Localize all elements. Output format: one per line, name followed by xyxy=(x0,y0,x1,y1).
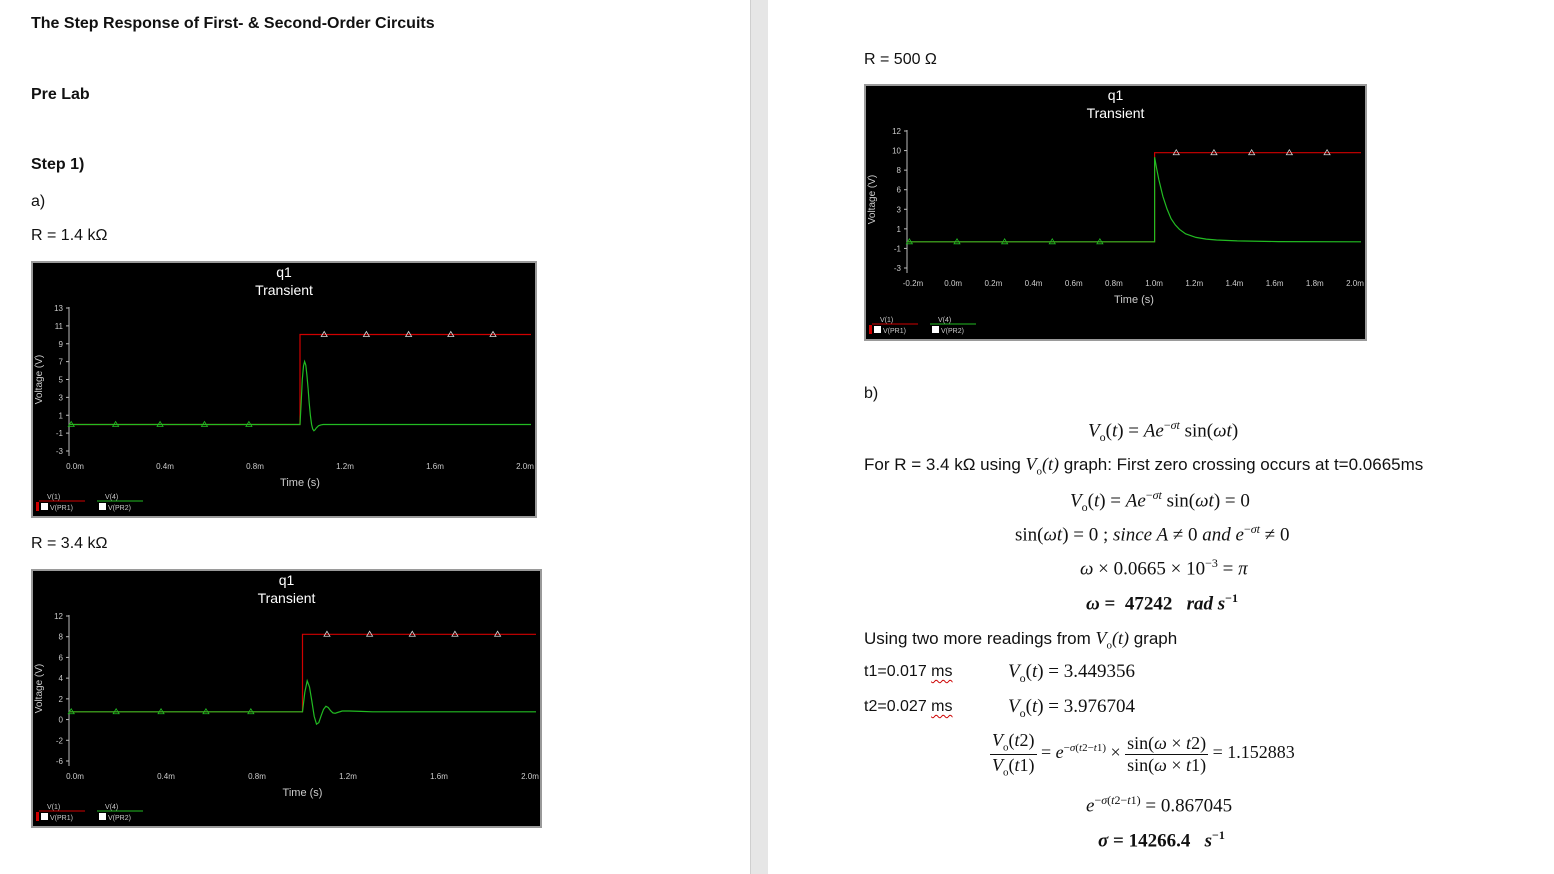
document-page-right xyxy=(768,0,1554,874)
legend-label-bottom: V(PR2) xyxy=(941,328,964,335)
legend-active-marker xyxy=(36,812,39,821)
y-tick-label: 4 xyxy=(58,674,63,684)
x-tick-label: 2.0m xyxy=(1346,279,1364,288)
legend-checkbox xyxy=(932,326,939,333)
x-axis-label: Time (s) xyxy=(280,477,320,489)
y-tick-label: -2 xyxy=(55,736,63,746)
x-tick-label: 1.0m xyxy=(1145,279,1163,288)
y-tick-label: 7 xyxy=(58,357,63,367)
legend-checkbox xyxy=(41,503,48,510)
y-tick-label: 5 xyxy=(58,375,63,385)
y-axis-label: Voltage (V) xyxy=(867,174,878,225)
series-line-v4 xyxy=(907,157,1361,242)
exponential-result: = 0.867045 xyxy=(1145,795,1233,817)
legend-label-bottom: V(PR1) xyxy=(50,815,73,822)
y-tick-label: 6 xyxy=(58,653,63,663)
x-tick-label: 0.6m xyxy=(1064,279,1083,288)
transient-chart-r3400 xyxy=(31,569,542,828)
x-tick-label: 0.2m xyxy=(984,279,1003,288)
t2-label: t2=0.027 ms xyxy=(864,698,953,715)
document-title: The Step Response of First- & Second-Order Circuits xyxy=(31,15,435,32)
x-tick-label: 0.0m xyxy=(66,462,84,471)
equation-sigma-result: σ = 14266.4 $s^{-1}$ xyxy=(1098,828,1225,852)
y-tick-label: -6 xyxy=(55,757,63,766)
legend-label-top: V(1) xyxy=(47,494,61,501)
legend-label-top: V(4) xyxy=(938,317,952,324)
x-tick-label: 0.8m xyxy=(248,772,266,781)
x-tick-label: -0.2m xyxy=(902,279,924,288)
y-tick-label: 12 xyxy=(54,612,63,621)
x-axis-label: Time (s) xyxy=(282,787,323,799)
y-tick-label: -3 xyxy=(55,447,63,456)
readings-statement: Using two more readings from $V_o(t)$ graph xyxy=(864,628,1178,652)
x-tick-label: 2.0m xyxy=(516,462,534,471)
y-tick-label: 8 xyxy=(896,166,901,176)
y-tick-label: 3 xyxy=(58,393,63,403)
y-tick-label: 8 xyxy=(58,632,63,642)
document-page-left xyxy=(0,0,750,874)
y-tick-label: 13 xyxy=(54,304,63,313)
y-tick-label: 12 xyxy=(892,127,901,136)
y-tick-label: 9 xyxy=(58,339,63,349)
ratio-result: = 1.152883 xyxy=(1212,742,1295,763)
legend-label-bottom: V(PR1) xyxy=(50,505,73,512)
x-tick-label: 0.4m xyxy=(156,462,174,471)
page-gutter xyxy=(750,0,770,874)
step-heading: Step 1) xyxy=(31,156,85,173)
y-tick-label: -1 xyxy=(55,429,63,439)
legend-label-bottom: V(PR2) xyxy=(108,505,131,512)
equation-exponential: $e^{-\sigma(t2-t1)} = 0.867045$ xyxy=(1086,793,1233,817)
legend-checkbox xyxy=(99,503,106,510)
transient-chart-r500 xyxy=(864,84,1367,341)
chart-subtitle: Transient xyxy=(1086,105,1145,121)
y-tick-label: -3 xyxy=(893,264,901,273)
legend-active-marker xyxy=(869,325,872,334)
legend-label-top: V(4) xyxy=(105,804,119,811)
chart-title: q1 xyxy=(276,264,292,280)
series-line-v1 xyxy=(907,153,1361,242)
t1-label: t1=0.017 ms xyxy=(864,663,953,680)
legend-checkbox xyxy=(874,326,881,333)
transient-chart-r1400 xyxy=(31,261,537,518)
equation-sine-zero: sin(ωt) = 0 ; since A ≠ 0 and $e^{-\sigma t} \ne 0$ xyxy=(1015,522,1290,546)
equation-vo-definition: $V_o(t) = Ae^{-\sigma t}$ sin(ωt) xyxy=(1088,418,1239,445)
prelab-heading: Pre Lab xyxy=(31,86,90,103)
chart-subtitle: Transient xyxy=(257,590,316,606)
y-axis-label: Voltage (V) xyxy=(34,354,45,405)
zero-crossing-statement: For R = 3.4 kΩ using $V_o(t)$ graph: First zero crossing occurs at t=0.0665ms xyxy=(864,454,1424,478)
t2-value: $V_o(t) = 3.976704$ xyxy=(1008,696,1136,720)
chart-title: q1 xyxy=(1107,87,1124,103)
x-tick-label: 0.4m xyxy=(157,772,175,781)
x-tick-label: 0.8m xyxy=(1105,279,1123,288)
part-b-label: b) xyxy=(864,385,879,402)
legend-active-marker xyxy=(36,502,39,511)
legend-label-top: V(4) xyxy=(105,494,119,501)
equation-vo-zero: $V_o(t) = Ae^{-\sigma t}$ sin(ωt) = 0 xyxy=(1070,488,1250,515)
x-tick-label: 0.8m xyxy=(246,462,264,471)
y-tick-label: -1 xyxy=(893,244,901,254)
x-tick-label: 1.8m xyxy=(1305,279,1324,288)
equation-ratio: $\frac{V_o(t2)}{V_o(t1)}$ = $e^{-\sigma(t2-t1)}$ × $\frac{\sin(\omega \times t2)}{\sin(\omega \times t1)}$ = 1.152883 xyxy=(992,730,1295,779)
resistance-label-500: R = 500 Ω xyxy=(864,51,937,68)
legend-checkbox xyxy=(41,813,48,820)
legend-label-top: V(1) xyxy=(47,804,61,811)
equation-omega-pi: $\omega \times 0.0665 \times 10^{-3} = \pi$ xyxy=(1080,556,1248,580)
x-tick-label: 1.4m xyxy=(1225,279,1244,288)
chart-subtitle: Transient xyxy=(255,282,313,298)
x-tick-label: 0.0m xyxy=(66,772,84,781)
equation-omega-result: ω = 47242 rad $s^{-1}$ xyxy=(1086,591,1238,615)
y-tick-label: 11 xyxy=(54,321,63,331)
y-tick-label: 0 xyxy=(58,715,63,725)
legend-checkbox xyxy=(99,813,106,820)
x-tick-label: 1.2m xyxy=(1185,279,1204,288)
x-tick-label: 1.6m xyxy=(1265,279,1284,288)
legend-label-bottom: V(PR2) xyxy=(108,815,131,822)
y-tick-label: 2 xyxy=(58,694,63,704)
x-tick-label: 1.6m xyxy=(426,462,444,471)
series-line-v1 xyxy=(69,335,531,425)
y-tick-label: 3 xyxy=(896,205,901,215)
y-tick-label: 1 xyxy=(896,224,901,234)
resistance-label-3400: R = 3.4 kΩ xyxy=(31,535,108,552)
x-tick-label: 1.6m xyxy=(430,772,448,781)
legend-label-bottom: V(PR1) xyxy=(883,328,906,335)
y-tick-label: 10 xyxy=(892,146,901,156)
x-tick-label: 0.0m xyxy=(944,279,963,288)
x-tick-label: 2.0m xyxy=(521,772,539,781)
y-axis-label: Voltage (V) xyxy=(34,663,45,714)
x-tick-label: 0.4m xyxy=(1024,279,1043,288)
chart-title: q1 xyxy=(278,572,295,588)
x-axis-label: Time (s) xyxy=(1114,294,1154,306)
legend-label-top: V(1) xyxy=(880,317,894,324)
part-a-label: a) xyxy=(31,193,46,210)
y-tick-label: 1 xyxy=(58,411,63,421)
x-tick-label: 1.2m xyxy=(336,462,354,471)
x-tick-label: 1.2m xyxy=(339,772,357,781)
series-line-v1 xyxy=(69,634,536,712)
t1-value: $V_o(t) = 3.449356$ xyxy=(1008,661,1136,685)
y-tick-label: 6 xyxy=(896,185,901,195)
resistance-label-1400: R = 1.4 kΩ xyxy=(31,227,108,244)
